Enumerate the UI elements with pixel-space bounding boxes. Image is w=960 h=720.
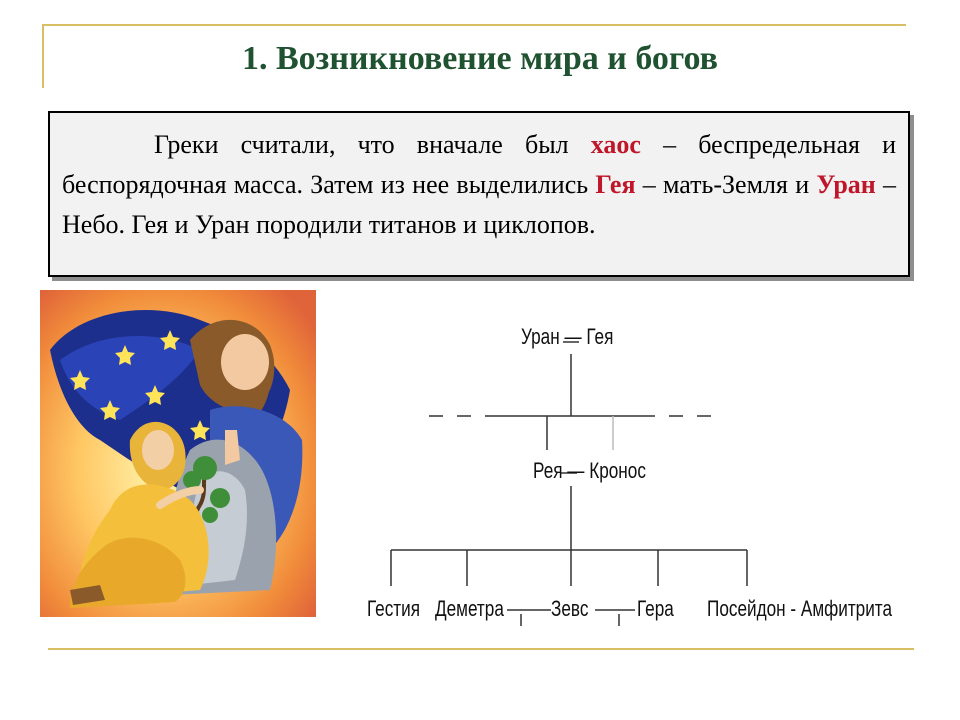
intro-text-4: – Небо. Гея и Уран породили титанов и циклопов. bbox=[62, 170, 897, 239]
node-poseidon-amphitrite: Посейдон - Амфитрита bbox=[707, 596, 893, 621]
keyword-gaia: Гея bbox=[595, 170, 636, 199]
node-rhea-kronos: Рея — Кронос bbox=[533, 458, 646, 483]
intro-text-3: – мать-Земля и bbox=[635, 170, 817, 199]
node-hestia: Гестия bbox=[367, 596, 421, 621]
node-demeter: Деметра bbox=[435, 596, 504, 621]
node-uranus-gaia: Уран — Гея bbox=[521, 324, 614, 349]
intro-paragraph bbox=[62, 125, 896, 245]
frame-line-bottom bbox=[48, 648, 914, 650]
family-tree bbox=[355, 310, 905, 630]
intro-text-2: – беспредельная и беспорядочная масса. Затем из нее выделились bbox=[62, 130, 896, 199]
keyword-chaos: хаос bbox=[590, 130, 641, 159]
gaia-uranus-illustration bbox=[40, 290, 316, 617]
keyword-uranus: Уран bbox=[816, 170, 876, 199]
intro-text-1: Греки считали, что вначале был bbox=[154, 130, 591, 159]
frame-line-top bbox=[42, 24, 906, 26]
intro-textbox bbox=[48, 111, 910, 277]
node-zeus: Зевс bbox=[551, 596, 589, 621]
slide-title: 1. Возникновение мира и богов bbox=[242, 40, 718, 77]
node-hera: Гера bbox=[637, 596, 674, 621]
